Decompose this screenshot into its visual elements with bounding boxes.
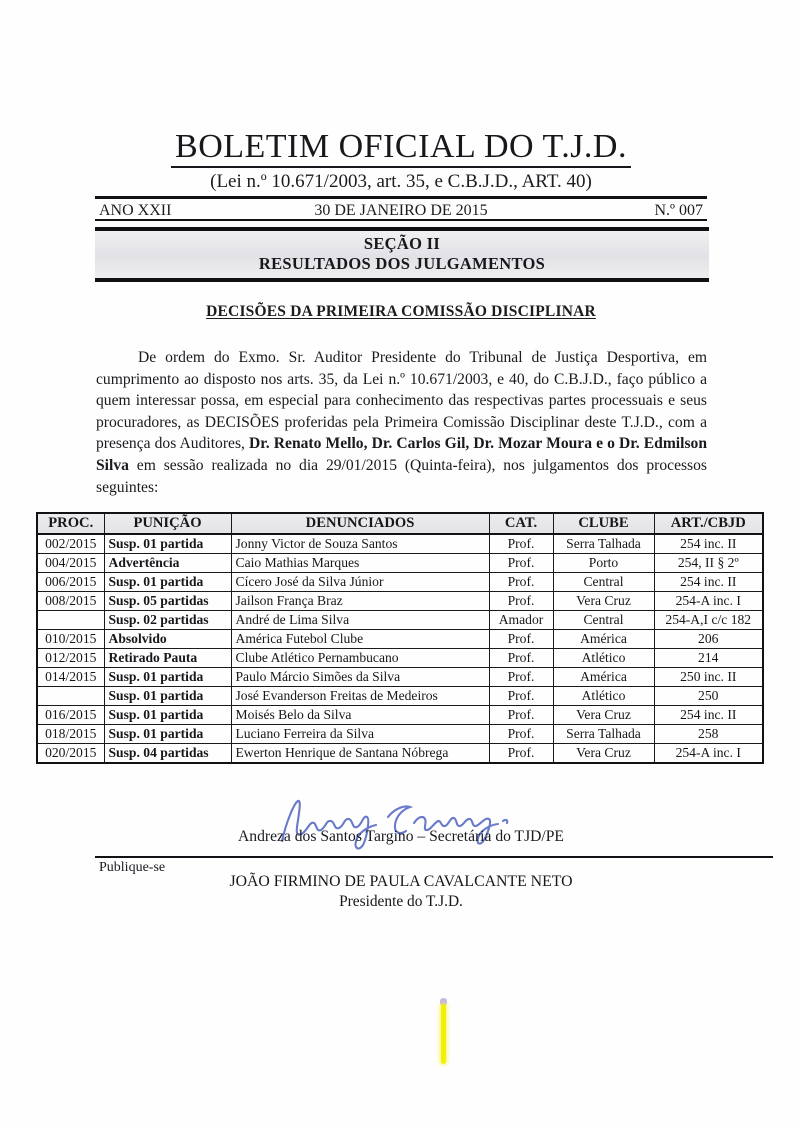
table-row [37,687,763,706]
table-cell: 004/2015 [37,554,104,573]
bulletin-title: BOLETIM OFICIAL DO T.J.D. [171,128,631,168]
section-banner-line2: RESULTADOS DOS JULGAMENTOS [258,254,546,273]
table-row [37,706,763,725]
table-cell: Atlético [553,687,654,706]
table-cell: André de Lima Silva [231,611,489,630]
table-cell [37,611,104,630]
table-cell: Amador [489,611,553,630]
table-cell: 254 inc. II [654,706,763,725]
table-cell: Atlético [553,649,654,668]
table-cell: Susp. 04 partidas [104,744,231,764]
table-cell: Vera Cruz [553,706,654,725]
table-cell: Prof. [489,592,553,611]
table-cell: Susp. 01 partida [104,706,231,725]
table-cell: José Evanderson Freitas de Medeiros [231,687,489,706]
intro-part1: De ordem do Exmo. Sr. Auditor Presidente do Tribunal de Justiça Desportiva, em cumprimento ao disposto nos arts. 35, da Lei n.º 10.671/2003, e 40, do C.B.J.D., faço público a quem interessar possa, em especial para conhecimento das respectivas partes processuais e seus procuradores, as DECISÕES proferidas pela Primeira Comissão Disciplinar deste T.J.D., com a presença dos Auditores, [96,349,707,453]
table-cell: Serra Talhada [553,534,654,554]
table-cell: Prof. [489,573,553,592]
bulletin-subtitle: (Lei n.º 10.671/2003, art. 35, e C.B.J.D., ART. 40) [210,171,592,193]
table-cell: Moisés Belo da Silva [231,706,489,725]
highlighter-mark [441,1004,446,1064]
table-cell: 012/2015 [37,649,104,668]
table-cell: Susp. 01 partida [104,573,231,592]
column-header: ART./CBJD [654,513,763,534]
table-cell: Paulo Márcio Simões da Silva [231,668,489,687]
table-cell: Susp. 01 partida [104,687,231,706]
table-cell [37,687,104,706]
intro-part2: em sessão realizada no dia 29/01/2015 (Quinta-feira), nos julgamentos dos processos seguintes: [96,456,707,496]
table-cell: Susp. 01 partida [104,534,231,554]
table-cell: Prof. [489,706,553,725]
table-cell: Prof. [489,668,553,687]
table-row [37,592,763,611]
issue-number: N.º 007 [654,202,703,219]
table-header-row [37,513,763,534]
table-cell: 016/2015 [37,706,104,725]
table-cell: Cícero José da Silva Júnior [231,573,489,592]
table-cell: 014/2015 [37,668,104,687]
table-cell: Susp. 01 partida [104,725,231,744]
table-cell: 006/2015 [37,573,104,592]
table-cell: 254, II § 2º [654,554,763,573]
table-cell: Central [553,573,654,592]
table-cell: 254 inc. II [654,573,763,592]
table-cell: 250 [654,687,763,706]
table-cell: Vera Cruz [553,744,654,764]
secretary-printed-name: Andreza dos Santos Targino – Secretária do TJD/PE [238,828,564,845]
issue-year: ANO XXII [99,202,172,219]
table-cell: Clube Atlético Pernambucano [231,649,489,668]
table-cell: 254-A inc. I [654,744,763,764]
auditors-names: Dr. Renato Mello, Dr. Carlos Gil, Dr. Mozar Moura e o Dr. Edmilson Silva [96,435,708,474]
column-header: PUNIÇÃO [104,513,231,534]
table-row [37,668,763,687]
table-cell: Luciano Ferreira da Silva [231,725,489,744]
table-cell: Jailson França Braz [231,592,489,611]
column-header: CLUBE [553,513,654,534]
table-cell: 258 [654,725,763,744]
table-cell: Ewerton Henrique de Santana Nóbrega [231,744,489,764]
table-cell: Advertência [104,554,231,573]
table-cell: Prof. [489,554,553,573]
table-cell: Prof. [489,630,553,649]
table-row [37,725,763,744]
masthead [95,128,707,193]
column-header: DENUNCIADOS [231,513,489,534]
table-cell: Absolvido [104,630,231,649]
president-name: JOÃO FIRMINO DE PAULA CAVALCANTE NETO [229,873,573,890]
table-cell: Retirado Pauta [104,649,231,668]
table-cell: Caio Mathias Marques [231,554,489,573]
table-cell: Vera Cruz [553,592,654,611]
table-cell: Central [553,611,654,630]
table-cell: Prof. [489,725,553,744]
table-row [37,649,763,668]
section-banner [95,227,709,282]
section-banner-line1: SEÇÃO II [363,234,441,253]
table-cell: Prof. [489,687,553,706]
footer-rule [95,856,773,858]
table-cell: 010/2015 [37,630,104,649]
table-cell: 254-A inc. I [654,592,763,611]
column-header: PROC. [37,513,104,534]
table-cell: 018/2015 [37,725,104,744]
table-row [37,554,763,573]
table-cell: América [553,668,654,687]
results-table-body [37,534,763,763]
issue-bar [95,196,707,221]
table-cell: 254 inc. II [654,534,763,554]
results-table [36,512,764,764]
table-cell: 254-A,I c/c 182 [654,611,763,630]
table-cell: Susp. 01 partida [104,668,231,687]
table-row [37,573,763,592]
table-cell: Susp. 05 partidas [104,592,231,611]
table-cell: 206 [654,630,763,649]
table-cell: América Futebol Clube [231,630,489,649]
decision-heading: DECISÕES DA PRIMEIRA COMISSÃO DISCIPLINAR [206,303,596,320]
table-row [37,744,763,764]
table-cell: 008/2015 [37,592,104,611]
intro-paragraph [96,347,707,498]
table-cell: Prof. [489,534,553,554]
table-cell: Jonny Victor de Souza Santos [231,534,489,554]
table-cell: 250 inc. II [654,668,763,687]
table-cell: 020/2015 [37,744,104,764]
publish-label: Publique-se [99,860,166,875]
table-cell: Serra Talhada [553,725,654,744]
table-cell: América [553,630,654,649]
table-cell: Porto [553,554,654,573]
president-title: Presidente do T.J.D. [339,893,463,910]
table-cell: Prof. [489,744,553,764]
table-cell: Prof. [489,649,553,668]
table-row [37,534,763,554]
table-cell: Susp. 02 partidas [104,611,231,630]
table-cell: 214 [654,649,763,668]
table-row [37,611,763,630]
table-row [37,630,763,649]
table-cell: 002/2015 [37,534,104,554]
issue-date: 30 DE JANEIRO DE 2015 [314,202,488,219]
column-header: CAT. [489,513,553,534]
